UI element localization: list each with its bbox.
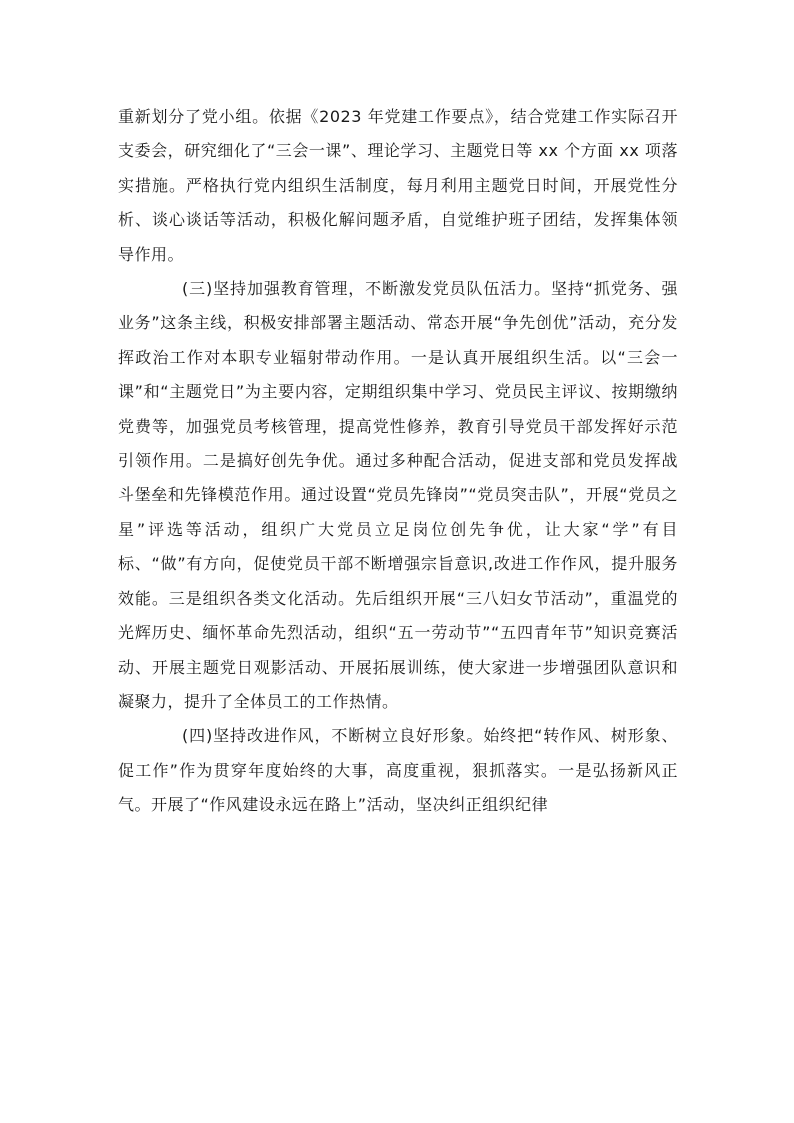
paragraph-continuation: 重新划分了党小组。依据《2023 年党建工作要点》，结合党建工作实际召开支委会，研究细化了“三会一课”、理论学习、主题党日等 xx 个方面 xx 项落实措施。严格执行党内组织生活制度，每月利用主题党日时间，开展党性分析、谈心谈话等活动，积极化解问题矛盾，自觉维护班子团结，发挥集体领导作用。	[118, 107, 678, 264]
paragraph-section-four: (四)坚持改进作风，不断树立良好形象。始终把“转作风、树形象、促工作”作为贯穿年度始终的大事，高度重视，狠抓落实。一是弘扬新风正气。开展了“作风建设永远在路上”活动，坚决纠正组织纪律	[118, 726, 678, 815]
paragraph-section-three: (三)坚持加强教育管理，不断激发党员队伍活力。坚持“抓党务、强业务”这条主线，积极安排部署主题活动、常态开展“争先创优”活动，充分发挥政治工作对本职专业辐射带动作用。一是认真开展组织生活。以“三会一课”和“主题党日”为主要内容，定期组织集中学习、党员民主评议、按期缴纳党费等，加强党员考核管理，提高党性修养，教育引导党员干部发挥好示范引领作用。二是搞好创先争优。通过多种配合活动，促进支部和党员发挥战斗堡垒和先锋模范作用。通过设置“党员先锋岗”“党员突击队”，开展“党员之星”评选等活动，组织广大党员立足岗位创先争优，让大家“学”有目标、“做”有方向，促使党员干部不断增强宗旨意识,改进工作作风，提升服务效能。三是组织各类文化活动。先后组织开展“三八妇女节活动”，重温党的光辉历史、缅怀革命先烈活动，组织“五一劳动节”“五四青年节”知识竞赛活动、开展主题党日观影活动、开展拓展训练，使大家进一步增强团队意识和凝聚力，提升了全体员工的工作热情。	[118, 279, 678, 711]
document-body	[118, 100, 678, 823]
